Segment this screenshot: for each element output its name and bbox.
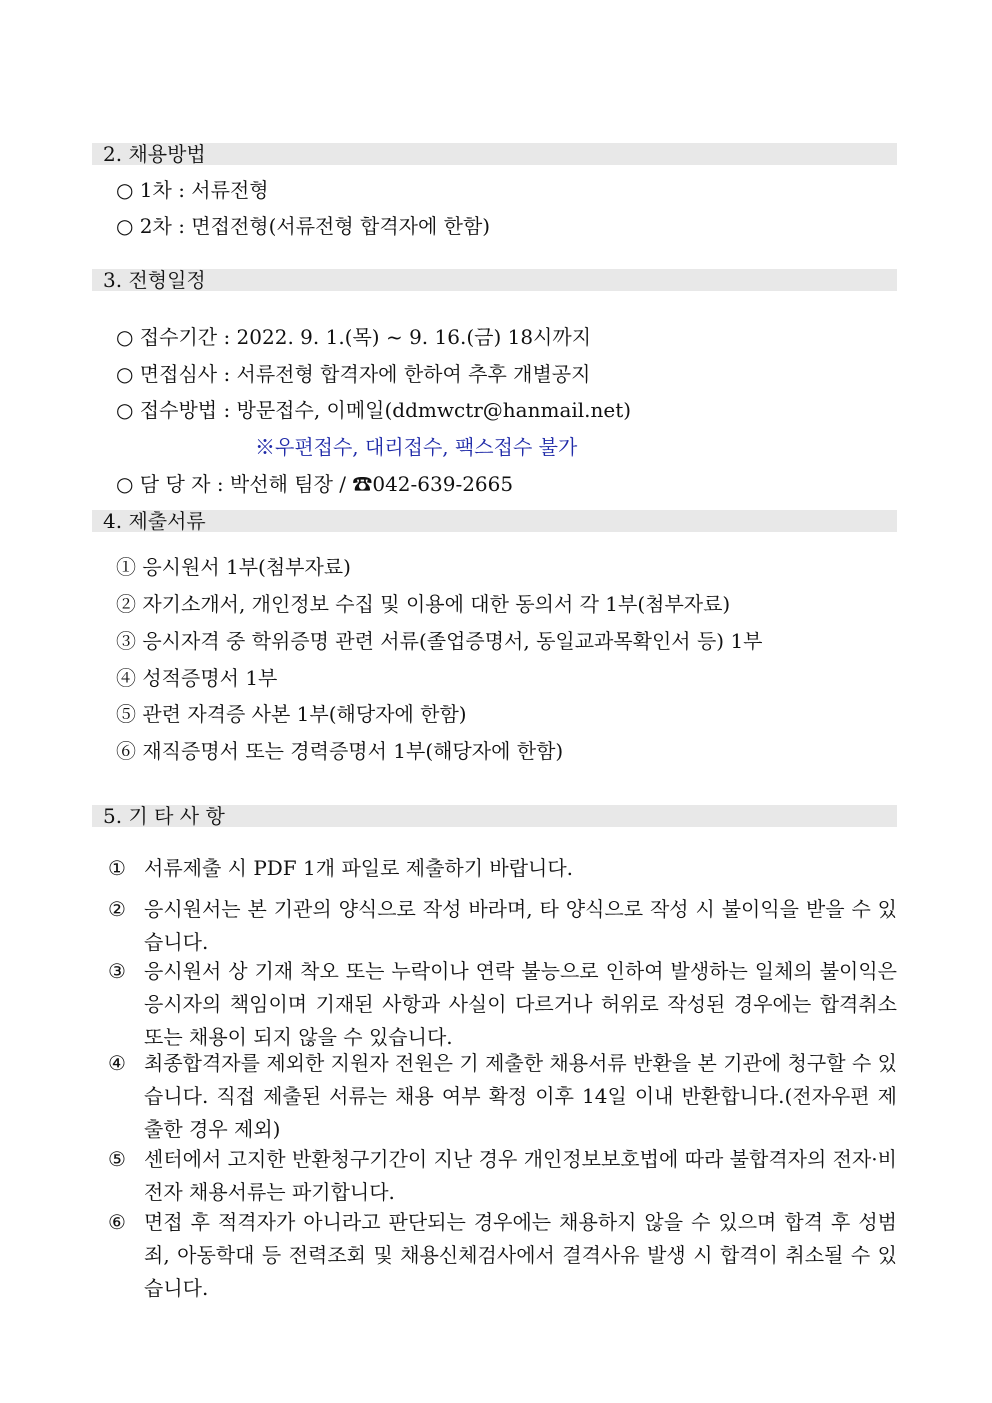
section-5-heading-text: 5. 기 타 사 항 (103, 804, 225, 828)
item-number: ① (108, 856, 126, 880)
list-item: ① 응시원서 1부(첨부자료) (116, 555, 351, 579)
list-item: ○ 접수기간 : 2022. 9. 1.(목) ~ 9. 16.(금) 18시까지 (116, 325, 592, 349)
section-4-heading (92, 510, 897, 532)
item-number: ⑤ (108, 1147, 126, 1171)
notice-text: ※우편접수, 대리접수, 팩스접수 불가 (255, 435, 578, 459)
list-item: 서류제출 시 PDF 1개 파일로 제출하기 바랍니다. (144, 856, 574, 880)
list-item: ○ 2차 : 면접전형(서류전형 합격자에 한함) (116, 214, 491, 238)
list-item: 응시원서 상 기재 착오 또는 누락이나 연락 불능으로 인하여 발생하는 일체의 불이익은 응시자의 책임이며 기재된 사항과 사실이 다르거나 허위로 작성된 경우에는 합격취소 또는 채용이 되지 않을 수 있습니다. (144, 959, 897, 1049)
section-2-heading (92, 143, 897, 165)
section-5-heading (92, 805, 897, 827)
section-3-heading-text: 3. 전형일정 (103, 268, 206, 292)
list-item: ○ 1차 : 서류전형 (116, 178, 269, 202)
list-item: 응시원서는 본 기관의 양식으로 작성 바라며, 타 양식으로 작성 시 불이익을 받을 수 있습니다. (144, 897, 897, 954)
list-item: ⑤ 관련 자격증 사본 1부(해당자에 한함) (116, 702, 467, 726)
item-number: ⑥ (108, 1210, 126, 1234)
list-item: ⑥ 재직증명서 또는 경력증명서 1부(해당자에 한함) (116, 739, 564, 763)
section-2-heading-text: 2. 채용방법 (103, 142, 206, 166)
list-item: ② 자기소개서, 개인정보 수집 및 이용에 대한 동의서 각 1부(첨부자료) (116, 592, 731, 616)
item-number: ② (108, 897, 126, 921)
section-3-heading (92, 269, 897, 291)
list-item: 면접 후 적격자가 아니라고 판단되는 경우에는 채용하지 않을 수 있으며 합격 후 성범죄, 아동학대 등 전력조회 및 채용신체검사에서 결격사유 발생 시 합격이 취소될 수 있습니다. (144, 1210, 897, 1300)
list-item: 최종합격자를 제외한 지원자 전원은 기 제출한 채용서류 반환을 본 기관에 청구할 수 있습니다. 직접 제출된 서류는 채용 여부 확정 이후 14일 이내 반환합니다.(전자우편 제출한 경우 제외) (144, 1051, 897, 1141)
item-number: ④ (108, 1051, 126, 1075)
contact-line: ○ 담 당 자 : 박선해 팀장 / ☎042-639-2665 (116, 472, 514, 496)
item-number: ③ (108, 959, 126, 983)
list-item: ○ 면접심사 : 서류전형 합격자에 한하여 추후 개별공지 (116, 362, 591, 386)
list-item: ○ 접수방법 : 방문접수, 이메일(ddmwctr@hanmail.net) (116, 398, 632, 422)
list-item: 센터에서 고지한 반환청구기간이 지난 경우 개인정보보호법에 따라 불합격자의 전자·비전자 채용서류는 파기합니다. (144, 1147, 897, 1204)
list-item: ④ 성적증명서 1부 (116, 666, 278, 690)
section-4-heading-text: 4. 제출서류 (103, 509, 206, 533)
list-item: ③ 응시자격 중 학위증명 관련 서류(졸업증명서, 동일교과목확인서 등) 1부 (116, 629, 763, 653)
